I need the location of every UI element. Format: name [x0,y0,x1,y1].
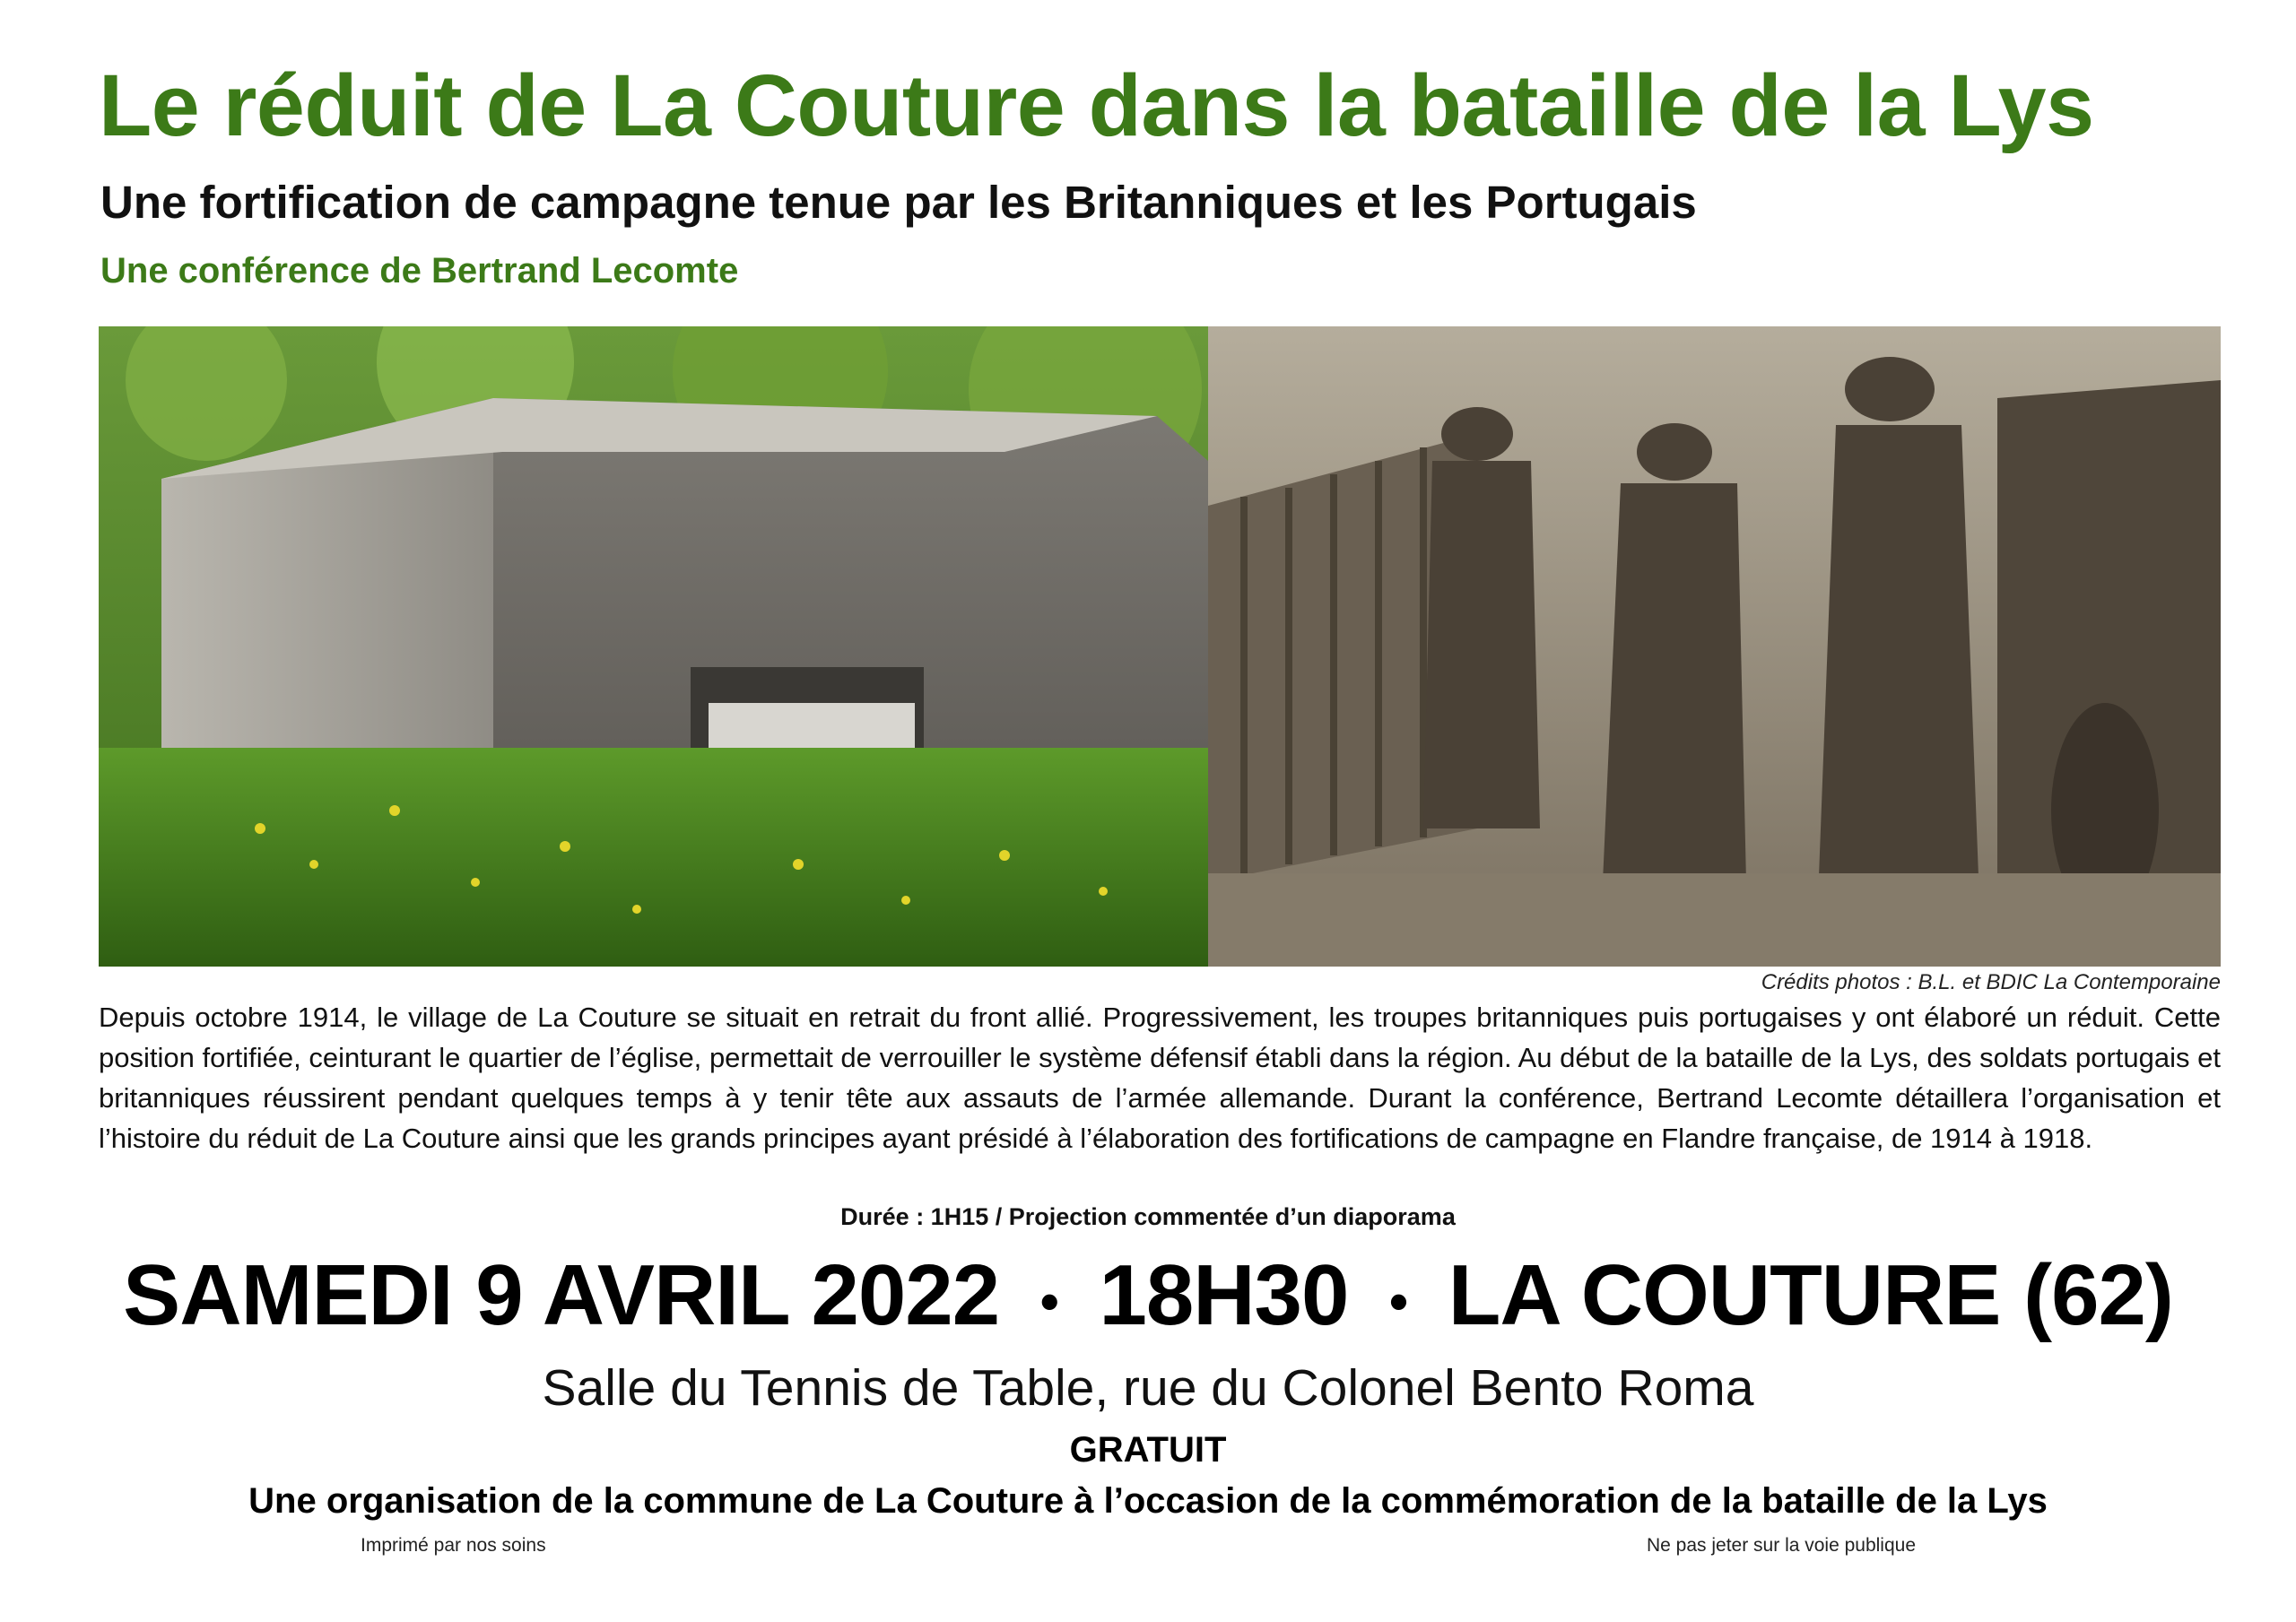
page-title: Le réduit de La Couture dans la bataille de la Lys [99,56,2094,154]
page-subtitle: Une fortification de campagne tenue par les Britanniques et les Portugais [100,177,1697,228]
trench-illustration [1208,326,2221,967]
duration-line: Durée : 1H15 / Projection commentée d’un diaporama [840,1203,1456,1230]
trench-soldiers-photo [1208,326,2221,967]
separator-dot: • [1039,1271,1058,1332]
event-date-line [0,1246,2296,1345]
description-paragraph: Depuis octobre 1914, le village de La Couture se situait en retrait du front allié. Progressivement, les troupes britanniques puis portugaises y ont élaboré un réduit. Cette position fortifiée, ceinturant le quartier de l’église, permettait de verrouiller le système défensif établi dans la région. Au début de la bataille de la Lys, des soldats portugais et britanniques réussirent pendant quelques temps à y tenir tête aux assauts de l’armée allemande. Durant la conférence, Bertrand Lecomte détaillera l’organisation et l’histoire du réduit de La Couture ainsi que les grands principes ayant présidé à l’élaboration des fortifications de campagne en Flandre française, de 1914 à 1918. [99,1002,2221,1154]
separator-dot: • [1389,1271,1408,1332]
speaker-line: Une conférence de Bertrand Lecomte [100,251,739,291]
footer-disposal-note: Ne pas jeter sur la voie publique [1647,1535,1917,1556]
organisation-line: Une organisation de la commune de La Couture à l’occasion de la commémoration de la bataille de la Lys [248,1481,2048,1521]
event-date: SAMEDI 9 AVRIL 2022 [123,1247,1000,1343]
venue-address: Salle du Tennis de Table, rue du Colonel Bento Roma [542,1359,1754,1417]
footer-printed-note: Imprimé par nos soins [361,1535,546,1556]
bunker-illustration [99,326,1208,967]
event-time: 18H30 [1099,1247,1349,1343]
photo-credits: Crédits photos : B.L. et BDIC La Contemporaine [1761,970,2221,994]
photo-banner [99,326,2221,967]
event-place: LA COUTURE (62) [1448,1247,2173,1343]
bunker-photo [99,326,1208,967]
price-label: GRATUIT [1069,1430,1227,1470]
